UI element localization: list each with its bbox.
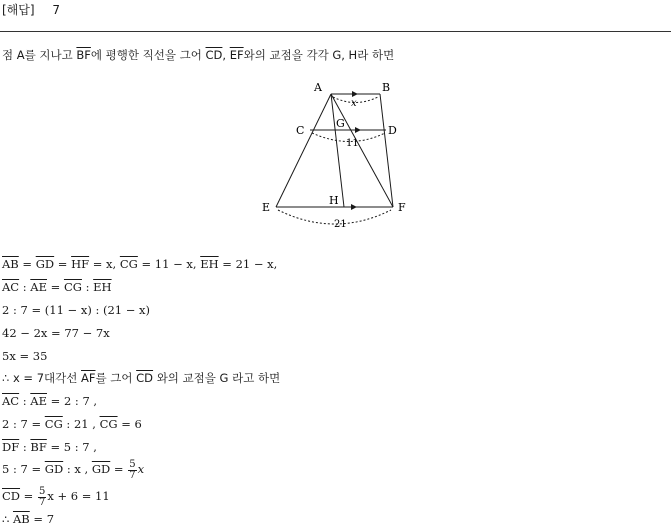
fraction-denominator: 7 [38, 496, 46, 508]
ratio-sep: : [81, 280, 94, 294]
text: 2 : 7 = [2, 417, 45, 431]
eq-text: = 5 : 7 , [46, 440, 97, 454]
fraction [38, 487, 46, 508]
intro-sentence [2, 48, 394, 62]
text: 와의 교점을 G 라고 하면 [153, 371, 281, 385]
seg-ae: $\overline{AE}$ [30, 280, 47, 294]
answer-header [2, 1, 60, 18]
eq-text: = x, [89, 257, 120, 271]
text: : 21 , [62, 417, 100, 431]
eq-text: = [18, 257, 36, 271]
segment-bf: $\overline{BF}$ [76, 48, 91, 62]
label-a: A [314, 81, 322, 94]
solution-line-10 [2, 458, 144, 481]
label-c: C [296, 124, 305, 137]
ratio-sep: : [19, 280, 31, 294]
eq-text: = [54, 257, 72, 271]
eq-text: = 21 − x, [218, 257, 278, 271]
seg-eh: $\overline{EH}$ [93, 280, 112, 294]
arrow-ef [351, 204, 357, 210]
variable-x: x [137, 462, 145, 476]
seg-df: $\overline{DF}$ [2, 440, 20, 454]
solution-line-5: 5x = 35 [2, 349, 48, 363]
label-d: D [388, 124, 397, 137]
seg-ac: $\overline{AC}$ [2, 394, 20, 408]
ratio-sep: : [19, 394, 31, 408]
arrow-ab [352, 91, 358, 97]
solution-line-11 [2, 485, 110, 508]
seg-eh: $\overline{EH}$ [200, 257, 219, 271]
diagonal-af [331, 94, 393, 207]
label-h: H [329, 194, 339, 207]
measure-11: 11 [346, 138, 359, 149]
text: = [20, 489, 37, 503]
measure-x: x [351, 98, 357, 109]
solution-line-4: 42 − 2x = 77 − 7x [2, 326, 110, 340]
seg-hf: $\overline{HF}$ [71, 257, 90, 271]
text: = [110, 462, 128, 476]
fraction [128, 460, 136, 481]
therefore-symbol: ∴ [2, 512, 13, 526]
seg-ab: $\overline{AB}$ [12, 512, 30, 526]
seg-cg: $\overline{CG}$ [119, 257, 138, 271]
text: : x , [63, 462, 92, 476]
solution-line-3: 2 : 7 = (11 − x) : (21 − x) [2, 303, 151, 317]
answer-value: 7 [52, 3, 61, 17]
seg-bf: $\overline{BF}$ [30, 440, 47, 454]
arrow-cd [355, 127, 361, 133]
text: = 6 [117, 417, 142, 431]
answer-label: [해답] [2, 3, 35, 17]
seg-gd: $\overline{GD}$ [35, 257, 55, 271]
seg-cd: $\overline{CD}$ [2, 489, 21, 503]
text: 5 : 7 = [2, 462, 45, 476]
text: = 7 [29, 512, 55, 526]
solution-line-2 [2, 280, 112, 294]
measure-21: 21 [334, 219, 347, 230]
segment-ef: $\overline{EF}$ [229, 48, 244, 62]
fraction-numerator: 5 [129, 458, 136, 470]
fraction-numerator: 5 [38, 485, 46, 497]
eq-text: = 2 : 7 , [47, 394, 98, 408]
seg-ab: $\overline{AB}$ [2, 257, 19, 271]
seg-gd: $\overline{GD}$ [91, 462, 111, 476]
seg-ae: $\overline{AE}$ [30, 394, 47, 408]
intro-text-1: 점 A를 지나고 [2, 48, 77, 62]
seg-cg: $\overline{CG}$ [63, 280, 82, 294]
label-f: F [398, 201, 406, 214]
seg-cd: $\overline{CD}$ [136, 371, 154, 385]
eq-text: = 11 − x, [137, 257, 201, 271]
ratio-sep: : [19, 440, 31, 454]
fraction-denominator: 7 [129, 469, 136, 481]
solution-line-8 [2, 417, 142, 431]
eq-text: = [47, 280, 64, 294]
intro-text-3: 와의 교점을 각각 G, H라 하면 [243, 48, 395, 62]
label-e: E [262, 201, 271, 214]
text: x + 6 = 11 [47, 489, 110, 503]
trapezoid-figure [255, 76, 425, 236]
segment-ae [276, 94, 331, 207]
solution-line-6 [2, 371, 280, 385]
seg-cg: $\overline{CG}$ [44, 417, 63, 431]
segment-bf-line [380, 94, 393, 207]
segment-cd: $\overline{CD}$ [205, 48, 223, 62]
seg-gd: $\overline{GD}$ [44, 462, 64, 476]
solution-line-7 [2, 394, 97, 408]
text: 를 그어 [95, 371, 137, 385]
solution-line-12 [2, 512, 54, 526]
seg-cg: $\overline{CG}$ [99, 417, 118, 431]
intro-text-2: 에 평행한 직선을 그어 [90, 48, 206, 62]
solution-line-1 [2, 257, 277, 271]
seg-ac: $\overline{AC}$ [2, 280, 20, 294]
label-b: B [382, 81, 391, 94]
seg-af: $\overline{AF}$ [81, 371, 96, 385]
label-g: G [336, 117, 345, 130]
solution-line-9 [2, 440, 97, 454]
header-divider [0, 31, 671, 32]
intro-comma: , [222, 48, 230, 62]
segment-ah [331, 94, 344, 207]
conclusion-text: ∴ x = 7대각선 [2, 371, 82, 385]
